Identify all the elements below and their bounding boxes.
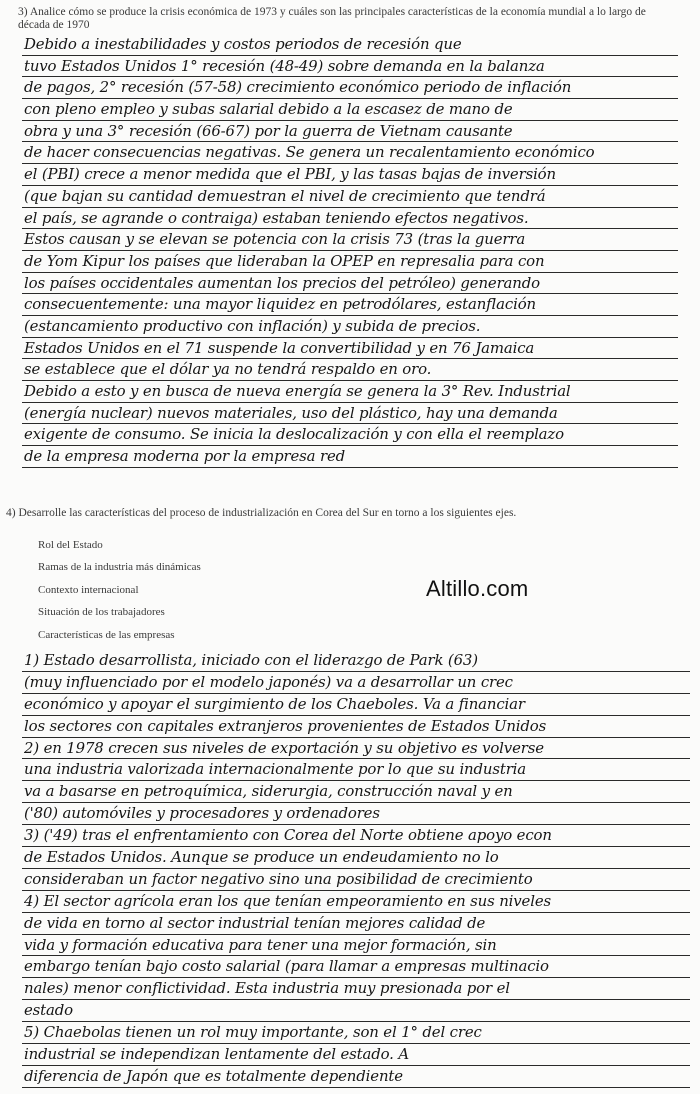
question-3-prompt: 3) Analice cómo se produce la crisis económica de 1973 y cuáles son las principales características de la economía mundial a lo largo de década de 1970 <box>18 6 646 31</box>
question-3-answer <box>22 34 678 468</box>
answer-line: embargo tenían bajo costo salarial (para llamar a empresas multinacio <box>22 956 690 978</box>
answer-line: se establece que el dólar ya no tendrá respaldo en oro. <box>22 359 678 381</box>
answer-line: 2) en 1978 crecen sus niveles de exportación y su objetivo es volverse <box>22 738 690 760</box>
answer-line: consideraban un factor negativo sino una posibilidad de crecimiento <box>22 869 690 891</box>
watermark-text: Altillo.com <box>426 576 529 601</box>
answer-line: obra y una 3° recesión (66-67) por la guerra de Vietnam causante <box>22 121 678 143</box>
answer-line: estado <box>22 1000 690 1022</box>
answer-line: con pleno empleo y subas salarial debido a la escasez de mano de <box>22 99 678 121</box>
answer-line: va a basarse en petroquímica, siderurgia, construcción naval y en <box>22 781 690 803</box>
answer-line: de hacer consecuencias negativas. Se genera un recalentamiento económico <box>22 142 678 164</box>
answer-line: los países occidentales aumentan los precios del petróleo) generando <box>22 273 678 295</box>
answer-line: consecuentemente: una mayor liquidez en petrodólares, estanflación <box>22 294 678 316</box>
answer-line: de la empresa moderna por la empresa red <box>22 446 678 468</box>
answer-line: el (PBI) crece a menor medida que el PBI, y las tasas bajas de inversión <box>22 164 678 186</box>
answer-line: (energía nuclear) nuevos materiales, uso del plástico, hay una demanda <box>22 403 678 425</box>
answer-line: nales) menor conflictividad. Esta industria muy presionada por el <box>22 978 690 1000</box>
answer-line: de pagos, 2° recesión (57-58) crecimiento económico periodo de inflación <box>22 77 678 99</box>
answer-line: tuvo Estados Unidos 1° recesión (48-49) sobre demanda en la balanza <box>22 56 678 78</box>
answer-line: exigente de consumo. Se inicia la deslocalización y con ella el reemplazo <box>22 424 678 446</box>
axis-item: Contexto internacional <box>38 583 139 596</box>
answer-line: de Estados Unidos. Aunque se produce un endeudamiento no lo <box>22 847 690 869</box>
axis-item: Situación de los trabajadores <box>38 606 165 619</box>
answer-line: 5) Chaebolas tienen un rol muy importante, son el 1° del crec <box>22 1022 690 1044</box>
answer-line: económico y apoyar el surgimiento de los Chaeboles. Va a financiar <box>22 694 690 716</box>
answer-line: 4) El sector agrícola eran los que tenían empeoramiento en sus niveles <box>22 891 690 913</box>
axis-item: Rol del Estado <box>38 539 103 551</box>
answer-line: (muy influenciado por el modelo japonés) va a desarrollar un crec <box>22 672 690 694</box>
question-4-prompt: 4) Desarrolle las características del proceso de industrialización en Corea del Sur en torno a los siguientes ejes. <box>6 507 517 519</box>
answer-line: Debido a inestabilidades y costos periodos de recesión que <box>22 34 678 56</box>
answer-line: Estados Unidos en el 71 suspende la convertibilidad y en 76 Jamaica <box>22 338 678 360</box>
answer-line: de vida en torno al sector industrial tenían mejores calidad de <box>22 913 690 935</box>
answer-line: vida y formación educativa para tener una mejor formación, sin <box>22 935 690 957</box>
answer-line: 1) Estado desarrollista, iniciado con el liderazgo de Park (63) <box>22 650 690 672</box>
answer-line: diferencia de Japón que es totalmente dependiente <box>22 1066 690 1088</box>
answer-line: una industria valorizada internacionalmente por lo que su industria <box>22 759 690 781</box>
question-4-axes-list <box>38 534 201 646</box>
answer-line: (estancamiento productivo con inflación) y subida de precios. <box>22 316 678 338</box>
answer-line: Debido a esto y en busca de nueva energía se genera la 3° Rev. Industrial <box>22 381 678 403</box>
axis-item: Ramas de la industria más dinámicas <box>38 561 201 574</box>
answer-line: industrial se independizan lentamente del estado. A <box>22 1044 690 1066</box>
axis-item: Características de las empresas <box>38 628 175 641</box>
answer-line: los sectores con capitales extranjeros provenientes de Estados Unidos <box>22 716 690 738</box>
answer-line: el país, se agrande o contraiga) estaban teniendo efectos negativos. <box>22 208 678 230</box>
answer-line: 3) ('49) tras el enfrentamiento con Corea del Norte obtiene apoyo econ <box>22 825 690 847</box>
question-4-answer <box>22 650 690 1088</box>
answer-line: Estos causan y se elevan se potencia con la crisis 73 (tras la guerra <box>22 229 678 251</box>
answer-line: de Yom Kipur los países que lideraban la OPEP en represalia para con <box>22 251 678 273</box>
answer-line: (que bajan su cantidad demuestran el nivel de crecimiento que tendrá <box>22 186 678 208</box>
answer-line: ('80) automóviles y procesadores y ordenadores <box>22 803 690 825</box>
